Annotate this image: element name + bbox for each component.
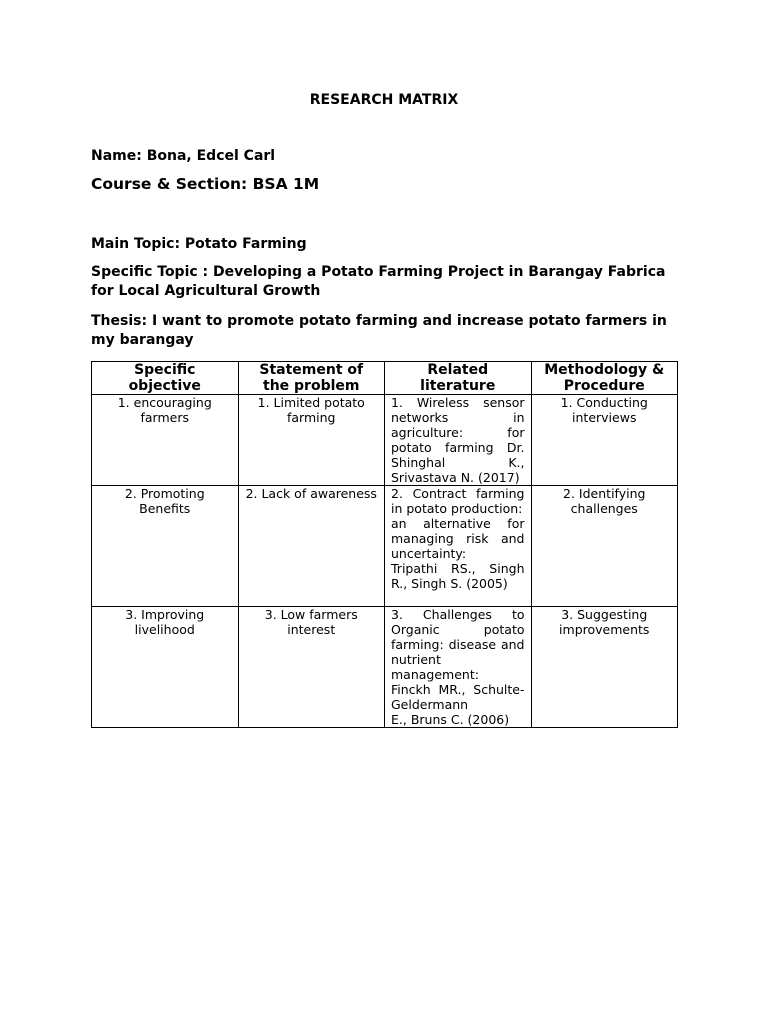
course-section: Course & Section: BSA 1M [91,175,320,193]
literature-cell [385,395,532,486]
literature-line: Finckh MR., Schulte-Geldermann [391,682,525,712]
header-statement-of-problem: Statement of the problem [238,362,385,395]
literature-line: 1. Wireless sensor networks in agriculture: for potato farming Dr. Shinghal K., Srivastava N. (2017) [391,395,525,485]
thesis-statement: Thesis: I want to promote potato farming and increase potato farmers in my barangay [91,313,667,348]
literature-line: an alternative for managing risk and uncertainty: [391,516,525,561]
document-title: RESEARCH MATRIX [309,92,459,108]
objective-cell: 1. encouraging farmers [92,395,239,486]
literature-line: 3. Challenges to Organic potato farming: disease and nutrient management: [391,607,525,682]
literature-line: Tripathi RS., Singh R., Singh S. (2005) [391,561,525,591]
header-related-literature: Related literature [385,362,532,395]
literature-cell [385,486,532,607]
objective-cell: 2. Promoting Benefits [92,486,239,607]
student-name: Name: Bona, Edcel Carl [91,148,276,164]
objective-cell: 3. Improving livelihood [92,607,239,728]
table-row [92,395,678,486]
specific-topic: Specific Topic : Developing a Potato Farming Project in Barangay Fabrica for Local Agricultural Growth [91,264,666,299]
literature-cell [385,607,532,728]
table-row [92,486,678,607]
research-matrix-table [91,361,678,728]
methodology-cell: 2. Identifying challenges [531,486,678,607]
main-topic: Main Topic: Potato Farming [91,236,307,252]
problem-cell: 1. Limited potato farming [238,395,385,486]
literature-line: 2. Contract farming in potato production: [391,486,525,516]
header-methodology: Methodology & Procedure [531,362,678,395]
problem-cell: 2. Lack of awareness [238,486,385,607]
literature-line: E., Bruns C. (2006) [391,712,510,727]
methodology-cell: 1. Conducting interviews [531,395,678,486]
header-specific-objective: Specific objective [92,362,239,395]
problem-cell: 3. Low farmers interest [238,607,385,728]
table-row [92,607,678,728]
table-header-row [92,362,678,395]
methodology-cell: 3. Suggesting improvements [531,607,678,728]
